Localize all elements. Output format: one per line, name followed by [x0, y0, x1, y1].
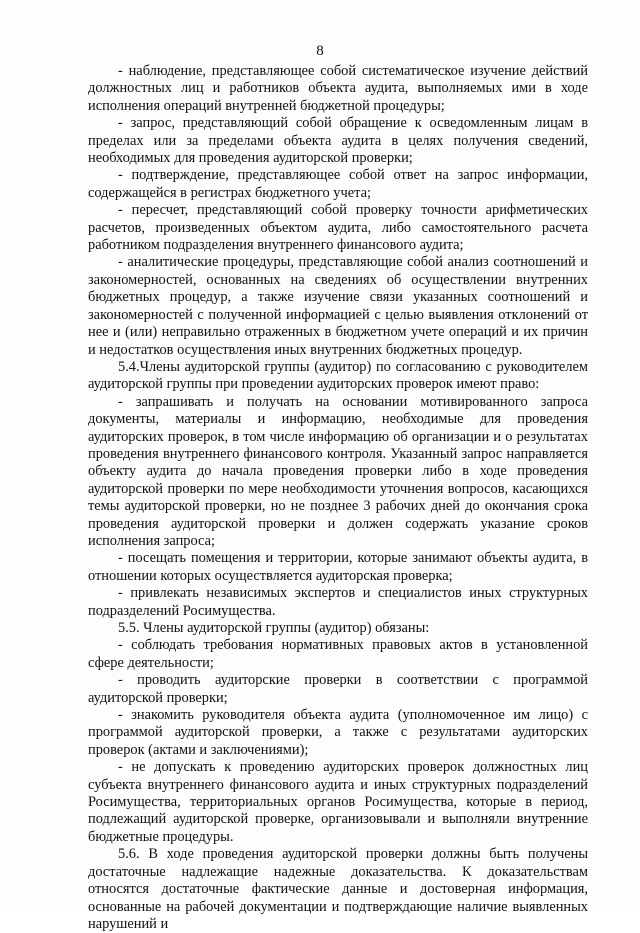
section-5-5-heading: 5.5. Члены аудиторской группы (аудитор) обязаны: [118, 620, 430, 636]
document-body [88, 63, 588, 933]
list-item-involve-experts: - привлекать независимых экспертов и специалистов иных структурных подразделений Росимущества. [88, 585, 588, 619]
list-item-observation: - наблюдение, представляющее собой систематическое изучение действий должностных лиц и работников объекта аудита, выполняемых ими в ходе исполнения операций внутренней бюджетной процедуры; [88, 63, 588, 114]
list-item-inquiry: - запрос, представляющий собой обращение к осведомленным лицам в пределах или за пределами объекта аудита в целях получения сведений, необходимых для проведения аудиторской проверки; [88, 115, 588, 167]
list-item-recalculation: - пересчет, представляющий собой проверку точности арифметических расчетов, произведенных объектом аудита, либо самостоятельного расчета работником подразделения внутреннего финансового аудита; [88, 202, 588, 254]
list-item-not-allow-officials: - не допускать к проведению аудиторских проверок должностных лиц субъекта внутреннего финансового аудита и иных структурных подразделений Росимущества, территориальных органов Росимущества, которые в период, подлежащий аудиторской проверке, организовывали и выполняли внутренние бюджетные процедуры. [88, 759, 588, 845]
list-item-request-documents: - запрашивать и получать на основании мотивированного запроса документы, материалы и информацию, необходимые для проведения аудиторских проверок, в том числе информацию об организации и о результатах проведения внутреннего финансового контроля. Указанный запрос направляется объекту аудита до начала проведения проверки либо в ходе проведения аудиторской проверки по мере необходимости уточнения вопросов, касающихся темы аудиторской проверки, но не позднее 3 рабочих дней до окончания срока проведения аудиторской проверки и должен содержать указание сроков исполнения запроса; [88, 393, 588, 549]
list-item-conduct-audits: - проводить аудиторские проверки в соответствии с программой аудиторской проверки; [88, 672, 588, 706]
list-item-acquaint-head: - знакомить руководителя объекта аудита (уполномоченное им лицо) с программой аудиторской проверки, а также с результатами аудиторских проверок (актами и заключениями); [88, 707, 588, 758]
list-item-analytical-procedures: - аналитические процедуры, представляющие собой анализ соотношений и закономерностей, основанных на сведениях об осуществлении внутренних бюджетных процедур, а также изучение связи указанных соотношений и закономерностей с полученной информацией с целью выявления отклонений от нее и (или) неправильно отраженных в бюджетном учете операций и их причин и недостатков осуществления иных внутренних бюджетных процедур. [88, 254, 588, 358]
list-item-visit-premises: - посещать помещения и территории, которые занимают объекты аудита, в отношении которых осуществляется аудиторская проверка; [88, 550, 588, 584]
section-5-6-paragraph: 5.6. В ходе проведения аудиторской проверки должны быть получены достаточные надлежащие надежные доказательства. К доказательствам относятся достаточные фактические данные и достоверная информация, основанные на рабочей документации и подтверждающие наличие выявленных нарушений и [88, 846, 588, 932]
list-item-confirmation: - подтверждение, представляющее собой ответ на запрос информации, содержащейся в регистрах бюджетного учета; [88, 167, 588, 201]
page-number: 8 [316, 43, 324, 59]
section-5-4-heading: 5.4.Члены аудиторской группы (аудитор) по согласованию с руководителем аудиторской группы при проведении аудиторских проверок имеют право: [88, 358, 588, 393]
list-item-comply-requirements: - соблюдать требования нормативных правовых актов в установленной сфере деятельности; [88, 637, 588, 671]
